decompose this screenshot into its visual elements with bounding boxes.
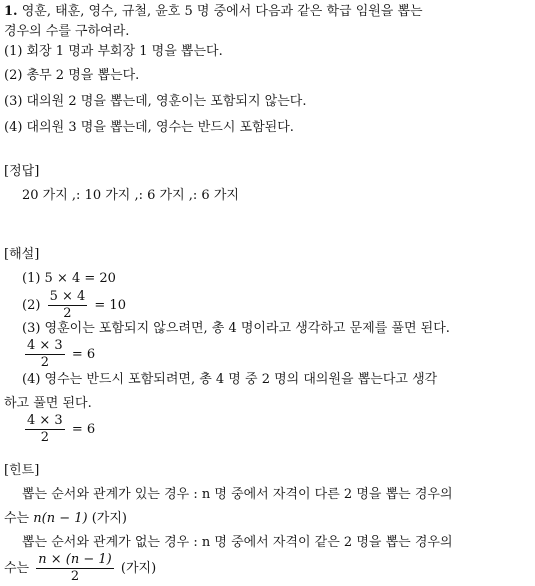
explanation-4-line2: 하고 풀면 된다. — [4, 396, 92, 411]
explanation-3-numerator: 4 × 3 — [27, 338, 63, 353]
question-stem-line2: 경우의 수를 구하여라. — [4, 24, 130, 39]
hint-2-line1: 뽑는 순서와 관계가 없는 경우 : n 명 중에서 자격이 같은 2 명을 뽑는 경우의 — [22, 535, 453, 550]
question-item-2: (2) 총무 2 명을 뽑는다. — [4, 68, 140, 83]
explanation-2-fraction — [48, 290, 88, 321]
hint-1-line1: 뽑는 순서와 관계가 있는 경우 : n 명 중에서 자격이 다른 2 명을 뽑는 경우의 — [22, 487, 453, 502]
explanation-1: (1) 5 × 4 = 20 — [22, 271, 116, 286]
question-stem-line1 — [4, 4, 423, 20]
explanation-4-denominator: 2 — [40, 430, 49, 445]
hint-2-line2 — [4, 553, 156, 584]
explanation-4-line1: (4) 영수는 반드시 포함되려면, 총 4 명 중 2 명의 대의원을 뽑는다고 생각 — [22, 372, 438, 387]
question-item-3: (3) 대의원 2 명을 뽑는데, 영훈이는 포함되지 않는다. — [4, 94, 307, 109]
explanation-3-denominator: 2 — [40, 355, 49, 370]
explanation-4-numerator: 4 × 3 — [27, 413, 63, 428]
explanation-header: [해설] — [4, 247, 40, 262]
hint-header: [힌트] — [4, 463, 40, 478]
question-item-4: (4) 대의원 3 명을 뽑는데, 영수는 반드시 포함된다. — [4, 120, 294, 135]
question-item-1: (1) 회장 1 명과 부회장 1 명을 뽑는다. — [4, 44, 223, 59]
explanation-4-fraction — [25, 414, 65, 445]
explanation-4-formula — [22, 414, 95, 445]
hint-2-numerator: n × (n − 1) — [38, 552, 112, 567]
explanation-3-formula — [22, 339, 95, 370]
hint-1-formula: n(n − 1) — [33, 511, 88, 526]
explanation-3: (3) 영훈이는 포함되지 않으려면, 총 4 명이라고 생각하고 문제를 풀면 된다. — [22, 321, 450, 336]
hint-1-suffix: (가지) — [91, 511, 127, 526]
hint-2-fraction — [36, 553, 113, 584]
explanation-4-result: = 6 — [71, 422, 96, 437]
answer-text: 20 가지 ,: 10 가지 ,: 6 가지 ,: 6 가지 — [22, 188, 239, 203]
answer-header: [정답] — [4, 164, 40, 179]
hint-2-denominator: 2 — [70, 569, 80, 584]
hint-2-suffix: (가지) — [120, 561, 157, 576]
explanation-2-denominator: 2 — [63, 306, 72, 321]
hint-1-prefix: 수는 — [4, 511, 30, 526]
explanation-3-result: = 6 — [71, 347, 96, 362]
hint-1-line2 — [4, 511, 127, 527]
hint-2-prefix: 수는 — [4, 561, 30, 576]
explanation-2-numerator: 5 × 4 — [49, 289, 86, 304]
explanation-2 — [22, 290, 126, 321]
explanation-2-prefix: (2) — [22, 298, 41, 313]
question-number: 1. — [4, 4, 18, 19]
explanation-3-fraction — [25, 339, 65, 370]
explanation-2-result: = 10 — [94, 298, 126, 313]
question-stem-text: 영훈, 태훈, 영수, 규철, 윤호 5 명 중에서 다음과 같은 학급 임원을 뽑는 — [21, 4, 423, 19]
